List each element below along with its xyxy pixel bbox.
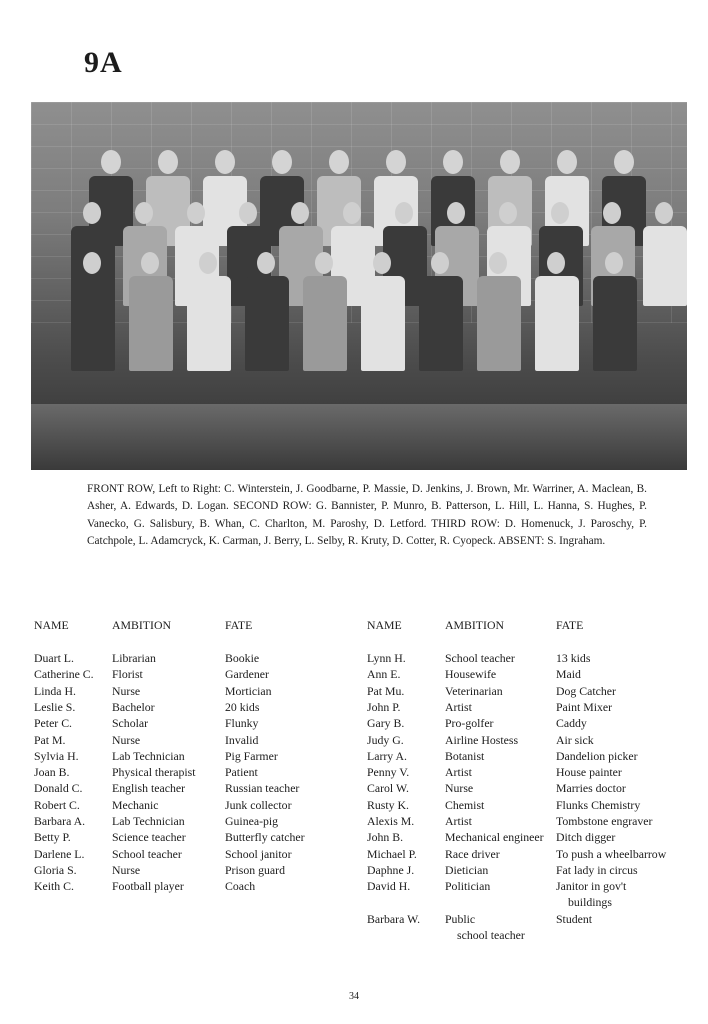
- person-head: [395, 202, 413, 224]
- cell-name: Pat Mu.: [367, 683, 405, 698]
- page-title: 9A: [84, 46, 123, 79]
- cell-fate: Flunky: [225, 716, 259, 731]
- person-body: [129, 276, 173, 371]
- cell-ambition: Dietician: [445, 862, 489, 877]
- person-body: [477, 276, 521, 371]
- person-head: [557, 150, 577, 174]
- cell-name: Peter C.: [34, 716, 73, 731]
- cell-ambition: Bachelor: [112, 699, 155, 714]
- person-body: [303, 276, 347, 371]
- cell-fate: Tombstone engraver: [556, 814, 653, 828]
- cell-ambition: Chemist: [445, 797, 485, 812]
- person-head: [315, 252, 333, 274]
- photo-caption: FRONT ROW, Left to Right: C. Winterstein, J. Goodbarne, P. Massie, D. Jenkins, J. Brown, Mr. Warriner, A. Maclean, B. Asher, A. Edwards, D. Logan. SECOND ROW: G. Bannister, P. Munro, B. Patterson, L. Hill, L. Hanna, S. Hughes, P. Vanecko, G. Salisbury, B. Whan, C. Charlton, M. Paroshy, D. Letford. THIRD ROW: D. Homenuck, J. Paroschy, P. Catchpole, L. Adamcryck, K. Carman, J. Berry, L. Selby, R. Kruty, D. Cotter, R. Cyopeck. ABSENT: S. Ingraham.: [87, 483, 647, 548]
- cell-ambition: Lab Technician: [112, 814, 185, 828]
- cell-ambition: Race driver: [445, 846, 500, 861]
- cell-fate: Guinea-pig: [225, 814, 279, 828]
- person-head: [500, 150, 520, 174]
- cell-name: Leslie S.: [34, 699, 76, 714]
- cell-fate: Coach: [225, 879, 256, 894]
- person-head: [199, 252, 217, 274]
- person-head: [187, 202, 205, 224]
- cell-ambition: Librarian: [112, 651, 156, 665]
- cell-fate: Flunks Chemistry: [556, 797, 641, 812]
- cell-ambition: Politician: [445, 879, 491, 894]
- cell-fate: Air sick: [556, 732, 594, 747]
- cell-ambition: Artist: [445, 814, 472, 828]
- cell-name: John P.: [367, 699, 401, 714]
- person-head: [386, 150, 406, 174]
- cell-name: Lynn H.: [367, 651, 406, 665]
- right-header-ambition: AMBITION: [445, 618, 504, 632]
- cell-fate: Pig Farmer: [225, 748, 278, 763]
- cell-fate: Marries doctor: [556, 781, 626, 796]
- person-head: [603, 202, 621, 224]
- cell-name: Alexis M.: [367, 814, 415, 828]
- person-body: [71, 276, 115, 371]
- cell-ambition: Nurse: [112, 862, 141, 877]
- cell-fate: Invalid: [225, 732, 259, 747]
- cell-ambition: Veterinarian: [445, 683, 503, 698]
- class-photo: [31, 102, 687, 470]
- person-body: [361, 276, 405, 371]
- cell-fate: Maid: [556, 667, 581, 682]
- cell-fate: Butterfly catcher: [225, 830, 305, 845]
- person-body: [419, 276, 463, 371]
- cell-ambition: Physical therapist: [112, 765, 196, 780]
- cell-name: Michael P.: [367, 846, 417, 861]
- cell-ambition: Football player: [112, 879, 184, 894]
- person-body: [245, 276, 289, 371]
- person-head: [499, 202, 517, 224]
- cell-name: Gary B.: [367, 716, 405, 731]
- person-head: [83, 252, 101, 274]
- cell-fate-continued: buildings: [568, 895, 612, 910]
- person-head: [272, 150, 292, 174]
- cell-name: Robert C.: [34, 797, 80, 812]
- cell-fate: Patient: [225, 765, 258, 780]
- cell-name: Sylvia H.: [34, 748, 79, 763]
- cell-fate: Russian teacher: [225, 781, 300, 796]
- cell-fate: Caddy: [556, 716, 587, 731]
- person-head: [135, 202, 153, 224]
- cell-fate: Mortician: [225, 683, 272, 698]
- cell-name: Pat M.: [34, 732, 66, 747]
- cell-ambition: Pro-golfer: [445, 716, 494, 731]
- cell-name: Catherine C.: [34, 667, 94, 682]
- cell-ambition: Housewife: [445, 667, 497, 682]
- cell-fate: 13 kids: [556, 651, 591, 665]
- cell-name: Ann E.: [367, 667, 401, 682]
- cell-ambition: Lab Technician: [112, 748, 185, 763]
- cell-fate: Junk collector: [225, 797, 292, 812]
- left-header-name: NAME: [34, 618, 69, 632]
- person-head: [141, 252, 159, 274]
- cell-fate: Dandelion picker: [556, 748, 638, 763]
- person-head: [489, 252, 507, 274]
- cell-fate: Ditch digger: [556, 830, 616, 845]
- cell-ambition: English teacher: [112, 781, 186, 796]
- person-head: [614, 150, 634, 174]
- cell-name: Duart L.: [34, 651, 74, 665]
- person-head: [373, 252, 391, 274]
- cell-fate: Bookie: [225, 651, 260, 665]
- person-head: [443, 150, 463, 174]
- cell-name: Linda H.: [34, 683, 76, 698]
- cell-fate: Paint Mixer: [556, 699, 613, 714]
- person-head: [329, 150, 349, 174]
- cell-name: Joan B.: [34, 765, 70, 780]
- cell-name: Barbara A.: [34, 814, 86, 828]
- cell-name: Darlene L.: [34, 846, 85, 861]
- cell-name: Penny V.: [367, 765, 410, 780]
- cell-fate: Prison guard: [225, 862, 285, 877]
- cell-ambition-continued: school teacher: [457, 927, 525, 942]
- cell-ambition: Scholar: [112, 716, 149, 731]
- cell-fate: Student: [556, 911, 593, 926]
- person-head: [101, 150, 121, 174]
- person-head: [343, 202, 361, 224]
- cell-ambition: Artist: [445, 699, 472, 714]
- person-head: [158, 150, 178, 174]
- cell-ambition: Nurse: [112, 732, 141, 747]
- right-header-fate: FATE: [556, 618, 584, 632]
- person-body: [643, 226, 687, 306]
- person-head: [215, 150, 235, 174]
- person-head: [83, 202, 101, 224]
- left-header-ambition: AMBITION: [112, 618, 171, 632]
- person-head: [447, 202, 465, 224]
- cell-ambition: School teacher: [445, 651, 515, 665]
- cell-name: Keith C.: [34, 879, 74, 894]
- person-body: [593, 276, 637, 371]
- cell-name: Betty P.: [34, 830, 71, 845]
- cell-name: Carol W.: [367, 781, 409, 796]
- cell-fate: Gardener: [225, 667, 269, 682]
- cell-fate: Fat lady in circus: [556, 862, 638, 877]
- cell-name: Barbara W.: [367, 911, 421, 926]
- cell-name: Rusty K.: [367, 797, 409, 812]
- person-head: [551, 202, 569, 224]
- cell-ambition: Nurse: [112, 683, 141, 698]
- person-head: [239, 202, 257, 224]
- page-number: 34: [349, 991, 359, 1002]
- cell-name: Daphne J.: [367, 862, 415, 877]
- cell-name: Larry A.: [367, 748, 407, 763]
- cell-name: Judy G.: [367, 732, 404, 747]
- cell-ambition: Mechanical engineer: [445, 830, 544, 845]
- person-head: [547, 252, 565, 274]
- person-head: [257, 252, 275, 274]
- cell-ambition: Artist: [445, 765, 472, 780]
- cell-fate: House painter: [556, 765, 622, 780]
- cell-name: Donald C.: [34, 781, 83, 796]
- cell-ambition: Botanist: [445, 748, 485, 763]
- photo-floor: [31, 404, 687, 470]
- cell-fate: 20 kids: [225, 699, 260, 714]
- cell-ambition: Airline Hostess: [445, 732, 519, 747]
- cell-fate: Janitor in gov't: [556, 879, 627, 894]
- cell-fate: Dog Catcher: [556, 683, 616, 698]
- person-head: [291, 202, 309, 224]
- person-head: [431, 252, 449, 274]
- right-header-name: NAME: [367, 618, 402, 632]
- person-body: [187, 276, 231, 371]
- cell-fate: To push a wheelbarrow: [556, 846, 667, 861]
- cell-ambition: Florist: [112, 667, 143, 682]
- cell-ambition: Public: [445, 911, 476, 926]
- cell-ambition: Science teacher: [112, 830, 186, 845]
- person-body: [535, 276, 579, 371]
- person-head: [605, 252, 623, 274]
- cell-ambition: Nurse: [445, 781, 474, 796]
- left-header-fate: FATE: [225, 618, 253, 632]
- cell-ambition: School teacher: [112, 846, 182, 861]
- cell-fate: School janitor: [225, 846, 292, 861]
- cell-name: John B.: [367, 830, 404, 845]
- person-head: [655, 202, 673, 224]
- cell-name: David H.: [367, 879, 411, 894]
- cell-ambition: Mechanic: [112, 797, 159, 812]
- cell-name: Gloria S.: [34, 862, 77, 877]
